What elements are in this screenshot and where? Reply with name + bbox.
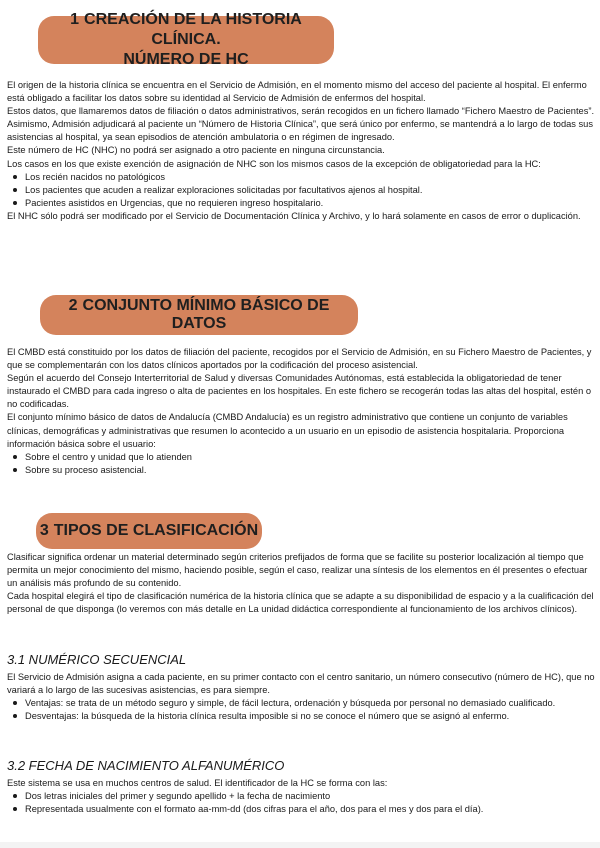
bullet-list: [7, 171, 597, 210]
paragraph: Estos datos, que llamaremos datos de filiación o datos administrativos, serán recogidos en un fichero llamado “Fichero Maestro de Pacientes”.: [7, 106, 595, 117]
bullet-list: [7, 790, 597, 816]
section-title: CONJUNTO MÍNIMO BÁSICO DE DATOS: [82, 297, 330, 332]
list-item: Ventajas: se trata de un método seguro y simple, de fácil lectura, ordenación y búsqueda por personal no demasiado cualificado.: [7, 697, 597, 710]
subsection-title-3-2: 3.2 FECHA DE NACIMIENTO ALFANUMÉRICO: [7, 758, 285, 773]
list-item: Desventajas: la búsqueda de la historia clínica resulta imposible si no se conoce el número que se asignó al enfermo.: [7, 710, 597, 723]
section-title-line2: NÚMERO DE HC: [123, 51, 249, 68]
list-item: Pacientes asistidos en Urgencias, que no requieren ingreso hospitalario.: [7, 197, 597, 210]
section-number: 2: [68, 297, 78, 314]
section-number: 3: [39, 522, 49, 539]
paragraph: El origen de la historia clínica se encuentra en el Servicio de Admisión, en el momento mismo del acceso del paciente al hospital. El enfermo está obligado a facilitar los datos sobre su identidad al Servicio de Admisión de enfermos del hospital.: [7, 80, 587, 104]
bullet-list: [7, 697, 597, 723]
paragraph: El CMBD está constituido por los datos de filiación del paciente, recogidos por el Servicio de Admisión, en su Fichero Maestro de Pacientes, y que se complementarán con los datos clínicos aportados por la codificación del proceso asistencial.: [7, 347, 592, 371]
paragraph: Clasificar significa ordenar un material determinado según criterios prefijados de forma que se facilite su posterior localización al tiempo que permita un mejor conocimiento del mismo, haciendo posible, según el caso, realizar una síntesis de los elementos en él presentes o efectuar un análisis más profundo de su contenido.: [7, 552, 588, 589]
list-item: Representada usualmente con el formato aa-mm-dd (dos cifras para el año, dos para el mes y dos para el día).: [7, 803, 597, 816]
paragraph: Este sistema se usa en muchos centros de salud. El identificador de la HC se forma con las:: [7, 778, 388, 788]
section1-body: [7, 79, 597, 223]
list-item: Dos letras iniciales del primer y segundo apellido + la fecha de nacimiento: [7, 790, 597, 803]
subsection-3-1-body: [7, 671, 597, 723]
paragraph: Este número de HC (NHC) no podrá ser asignado a otro paciente en ninguna circunstancia.: [7, 145, 385, 156]
paragraph: El NHC sólo podrá ser modificado por el Servicio de Documentación Clínica y Archivo, y lo hará solamente en casos de error o duplicación.: [7, 210, 581, 221]
section-heading-1: [38, 11, 334, 68]
paragraph: Los casos en los que existe exención de asignación de NHC son los mismos casos de la excepción de obligatoriedad para la HC:: [7, 158, 541, 169]
section2-body: [7, 346, 597, 477]
list-item: Sobre su proceso asistencial.: [7, 464, 597, 477]
section-title: TIPOS DE CLASIFICACIÓN: [53, 522, 259, 539]
section-heading-2: [40, 295, 358, 335]
section-heading-3: [36, 513, 262, 549]
paragraph: Según el acuerdo del Consejo Interterritorial de Salud y diversas Comunidades Autónomas, está establecida la obligatoriedad de tener instaurado el CMBD para cada ingreso o alta de pacientes en los hospitales. En este fichero se recogerán todas las altas del hospital, estén o no codificadas.: [7, 373, 591, 410]
subsection-title-3-1: 3.1 NUMÉRICO SECUENCIAL: [7, 652, 187, 667]
subsection-3-2-body: [7, 777, 597, 816]
page-bottom-strip: [0, 842, 600, 848]
paragraph: El Servicio de Admisión asigna a cada paciente, en su primer contacto con el centro sanitario, un número consecutivo (número de HC), que no variará a lo largo de las sucesivas asistencias, es para siempre.: [7, 672, 595, 696]
bullet-list: [7, 451, 597, 477]
paragraph: El conjunto mínimo básico de datos de Andalucía (CMBD Andalucía) es un registro administrativo que contiene un conjunto de variables clínicas, demográficas y administrativas que resumen lo acontecido a un usuario en un episodio de asistencia hospitalaria. Proporciona información básica sobre el usuario:: [7, 412, 568, 449]
list-item: Sobre el centro y unidad que lo atienden: [7, 451, 597, 464]
section-number: 1: [70, 11, 80, 28]
section3-body: [7, 551, 597, 616]
paragraph: Cada hospital elegirá el tipo de clasificación numérica de la historia clínica que se adapte a su disponibilidad de espacio y a la cualificación del personal de que disponga (lo veremos con más detalle en La unidad didáctica correspondiente al funcionamiento de los archivos clínicos).: [7, 591, 594, 615]
section-title-line1: CREACIÓN DE LA HISTORIA CLÍNICA.: [84, 11, 302, 48]
list-item: Los pacientes que acuden a realizar exploraciones solicitadas por facultativos ajenos al hospital.: [7, 184, 597, 197]
list-item: Los recién nacidos no patológicos: [7, 171, 597, 184]
paragraph: Asimismo, Admisión adjudicará al paciente un “Número de Historia Clínica”, que será único por enfermo, se mantendrá a lo largo de todas sus asistencias al hospital, ya sean episodios de atención ambulatoria o en régimen de ingresado.: [7, 119, 593, 143]
